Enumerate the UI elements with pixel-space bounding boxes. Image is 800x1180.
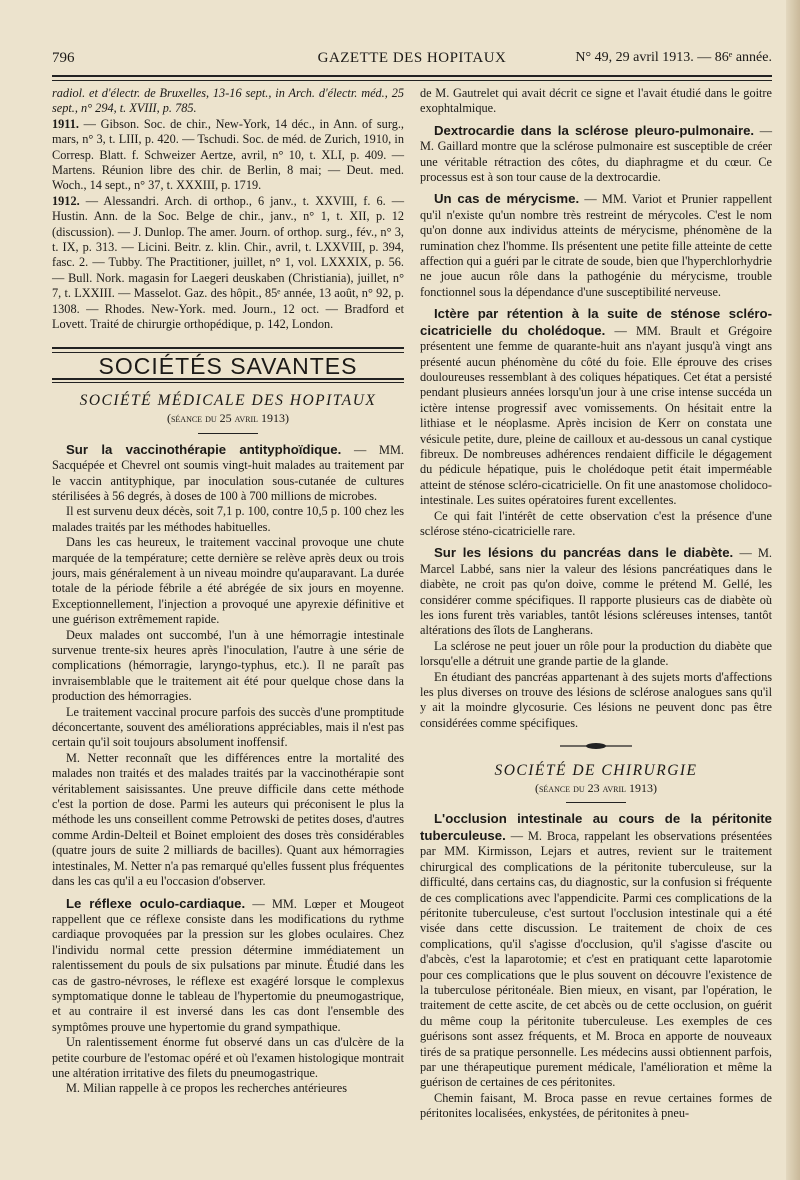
article-paragraph: Le traitement vaccinal procure parfois des succès d'une promptitude déconcertante, souvent des améliorations appréciables, mais il n'est pas certain qu'il soit toujours absolument inoffensif. [52,704,404,750]
article-paragraph: Deux malades ont succombé, l'un à une hémorragie intestinale survenue trente-six heures après l'inoculation, l'autre à une série de complications (hémorragie, laryngo-typhus, etc.). Il ne paraît pas invraisemblable que le traitement ait été pour quelque chose dans la production des hémorragies. [52,627,404,704]
article-paragraph: de M. Gautrelet qui avait décrit ce signe et l'avait étudié dans le goitre exophtalmique. [420,86,772,116]
section-rule-bottom [52,378,404,383]
article-paragraph: M. Netter reconnaît que les différences entre la mortalité des malades non traités et des malades traités par la vaccinothérapie sont véritablement saisissantes. Une preuve difficile dans cette méthode c'est la portion de dose. Parmi les auteurs qui préconisent le plus la méthode les uns conseillent comme Petrowski de petites doses, d'autres comme Ardin-Delteil et Boinet emploient des doses très considérables (quatre jours de suite 2 milliards de bacilles). Quant aux hémorragies intestinales, M. Netter n'a pas remarqué qu'elles fussent plus fréquentes dans les cas qu'il a eu l'occasion d'observer. [52,750,404,889]
ornament-divider [420,739,772,754]
article-text: — MM. Brault et Grégoire présentent une femme de quarante-huit ans n'ayant jusqu'à vingt ans présenté aucun phénomène du côté du foie. Elle éprouve des crises douloureuses ressemblant à des coliques hépatiques. Cet état a persisté pendant plusieurs années lorsqu'un jour à une crise intense succéda un ictère intense progressif avec vomissements. On hésitait entre la lithiase et le néoplasme. Après incision de Kerr on constata une vésicule petite, dure, pleine de cailloux et au-dessous un canal cystique fibreux. De nombreuses adhérences rendaient difficile le dégagement du pédicule hépatique, puis le cholédoque petit était imperméable atteint de sténose scléro-cicatricielle. On fit une anastomose cholidoco-intestinale. Les suites opératoires furent excellentes. [420,323,772,508]
references-1911-text: — Gibson. Soc. de chir., New-York, 14 déc., in Ann. of surg., mars, n° 3, t. LIII, p. 420. — Tschudi. Soc. de méd. de Zurich, 1910, in Corresp. Blatt. f. Schweizer Aertze, avril, n° 10, t. XLI, p. 409. — Martens. Réunion libre des chir. de Berlin, 8 mai; — Deut. med. Woch., 14 sept., n° 37, t. XXXIII, p. 1719. [52,116,404,193]
short-rule [198,433,258,434]
article-title: Dextrocardie dans la sclérose pleuro-pulmonaire. [434,122,755,138]
article-text: — M. Gaillard montre que la sclérose pulmonaire est susceptible de créer une véritable rétraction des côtes, du diaphragme et du cœur. Ce processus est à son tour cause de la dextrocardie. [420,123,773,185]
article-title: L'occlusion intestinale au cours de la péritonite tuberculeuse. [420,811,772,843]
page-edge [786,0,800,1180]
article-paragraph [420,811,772,1090]
article-paragraph: La sclérose ne peut jouer un rôle pour la production du diabète que lorsqu'elle a détruit une grande partie de la glande. [420,638,772,669]
article-title: Un cas de mérycisme. [434,191,580,207]
article-vaccinotherapie [52,442,404,890]
journal-title: GAZETTE DES HOPITAUX [317,50,507,66]
page-number: 796 [52,50,75,66]
article-paragraph: Un ralentissement énorme fut observé dans un cas d'ulcère de la petite courbure de l'estomac opéré et où l'examen histologique montrait une altération irritative des filets du pneumogastrique. [52,1035,404,1080]
article-text: — M. Broca, rappelant les observations présentées par MM. Kirmisson, Lejars et autres, revient sur le traitement chirurgical des complications de la péritonite tuberculeuse, sur la difficulté, dans certains cas, du diagnostic, sur la confusion si fréquente de ces complications avec l'appendicite. Parmi ces complications de la péritonite tuberculeuse, c'est surtout l'occlusion intestinale qui a été visée dans cette discussion. Le traitement de choix de ces complications, qu'il s'agisse d'occlusion, qu'il s'agisse d'ascite ou d'abcès, c'est la laparotomie; et c'est en pratiquant cette laparotomie pour ces complications que le plus souvent on découvre l'existence de la tuberculose péritonéale. Bien mieux, en visant, par l'opération, le traitement de cette ascite, de cet abcès ou de cette occlusion, on guérit du même coup la péritonite tuberculeuse. Les exemples de ces guérisons sont assez fréquents, et M. Broca en apporte de nouveaux tirés de sa pratique personnelle. Les médecins aussi obtiennent parfois, par une thérapeutique purement médicale, l'amélioration et même la guérison de certaines de ces péritonites. [420,828,772,1090]
article-text: — MM. Sacquépée et Chevrel ont soumis vingt-huit malades au traitement par le vaccin antityphique, par inoculation sous-cutanée de cultures stérilisées à 56 degrés, à doses de 100 à 700 millions de microbes. [52,442,404,503]
article-title: Ictère par rétention à la suite de sténose scléro-cicatricielle du cholédoque. [420,306,772,338]
article-paragraph: Il est survenu deux décès, soit 7,1 p. 100, contre 10,5 p. 100 chez les malades traités par les méthodes habituelles. [52,504,404,534]
header-rule [52,75,772,77]
article-pancreas [420,545,772,731]
article-paragraph [420,191,772,300]
article-text: — MM. Variot et Prunier rappellent qu'il n'existe qu'un nombre très restreint de mérycoles. C'est le nom qu'on donne aux individus atteints de mérycisme, phénomène de la rumination chez l'homme. Ils présentent une petite fille atteinte de cette affection qui a guéri par le citrate de soude, bien que l'hyperchlorhydrie ne joue aucun rôle dans la pathogénie du mérycisme, trouble fonctionnel sous la dépendance d'une susceptibilité nerveuse. [420,192,772,299]
society-title: SOCIÉTÉ MÉDICALE DES HOPITAUX [79,391,377,409]
references-1912-text: — Alessandri. Arch. di orthop., 6 janv., t. XXVIII, f. 6. — Hustin. Ann. de la Soc. Belge de chir., janv., n° 1, t. XII, p. 12 (discussion). — J. Dunlop. The amer. Journ. of orthop. surg., fév., n° 3, t. IX, p. 313. — Licini. Beitr. z. klin. Chir., avril, t. LXXVIII, p. 394, fasc. 2. — Tubby. The Practitioner, juillet, n° 1, vol. LXXXIX, p. 56. — Bull. Nork. magasin for Laegeri deuskaben (Christiania), juillet, n° 7, t. LXXIII. — Masselot. Gaz. des hôpit., 85ᵉ année, 13 août, n° 92, p. 1308. — Rhodes. New-York. med. Journ., 12 oct. — Bradford et Lovett. Traité de chirurgie orthopédique, p. 142, London. [52,193,405,332]
page-header [52,50,772,72]
left-column [52,86,404,1097]
section-title: SOCIÉTÉS SAVANTES [98,352,358,379]
article-paragraph [420,306,772,508]
year-1911: 1911. [52,116,79,131]
article-reflexe [52,896,404,1097]
issue-info: N° 49, 29 avril 1913. — 86ᵉ année. [575,50,772,65]
article-text: — M. Marcel Labbé, sans nier la valeur des lésions pancréatiques dans le diabète, ne croit pas qu'on doive, comme le prétend M. Gellé, les considérer comme spécifiques. Il rapporte plusieurs cas de diabète où les ions furent très variables, tantôt lésions scléreuses intenses, tantôt altérations des îlots de Langherans. [420,546,772,638]
article-paragraph: Ce qui fait l'intérêt de cette observation c'est la présence d'une sclérose sténo-cicatricielle rare. [420,508,772,538]
year-1912: 1912. [52,193,80,208]
section-rule-top [52,347,404,353]
article-paragraph: En étudiant des pancréas appartenant à des sujets morts d'affections les plus diverses on trouve des lésions de sclérose analogues sans qu'il y ait la moindre glycosurie. Ces lésions ne peuvent donc pas être considérées comme spécifiques. [420,669,772,730]
article-occlusion [420,811,772,1121]
article-paragraph: Chemin faisant, M. Broca passe en revue certaines formes de péritonites localisées, enkystées, de péritonites à pneu- [420,1090,772,1121]
article-text: — MM. Lœper et Mougeot rappellent que ce réflexe consiste dans les modifications du rythme cardiaque provoquées par la pression sur les globes oculaires. Chez l'individu normal cette pression détermine immédiatement un ralentissement du pouls de six pulsations par minute. Étudié dans les cas de gastro-névroses, le réflexe est exagéré lorsque le complexus symptomatique donne le tableau de l'hypertomie du pneumogastrique, et au contraire il est inversé dans les cas dont l'ensemble des symptômes prouve une hypertomie du grand sympathique. [52,896,405,1034]
article-paragraph: Dans les cas heureux, le traitement vaccinal provoque une chute marquée de la température; cette dernière se relève après deux ou trois jours, mais généralement à un niveau moindre qu'auparavant. La durée totale de la période fébrile a été abrégée de six jours en moyenne. Exceptionnellement, l'injection a provoqué une apyrexie définitive et une guérison extrêmement rapide. [52,535,404,627]
references-1911 [52,117,404,194]
short-rule [566,802,626,803]
article-paragraph [52,896,404,1036]
article-paragraph: M. Milian rappelle à ce propos les recherches antérieures [66,1081,347,1096]
ornament-icon [556,742,636,750]
article-ictere [420,306,772,539]
article-dextrocardie [420,123,772,186]
header-rule-thin [52,80,772,81]
article-paragraph [52,442,404,505]
article-paragraph [420,545,772,638]
article-merycisme [420,191,772,300]
session-date: (séance du 23 avril 1913) [534,781,658,796]
article-paragraph [420,123,772,186]
article-title: Sur les lésions du pancréas dans le diabète. [434,545,734,561]
session-date: (séance du 25 avril 1913) [166,411,290,426]
society-title: SOCIÉTÉ DE CHIRURGIE [494,761,698,779]
right-column [420,86,772,1122]
article-title: Le réflexe oculo-cardiaque. [66,895,246,911]
article-title: Sur la vaccinothérapie antityphoïdique. [66,441,342,457]
references-1910: radiol. et d'électr. de Bruxelles, 13-16 sept., in Arch. d'électr. méd., 25 sept., n° 294, t. XVIII, p. 785. [52,86,404,116]
references-1912 [52,194,404,333]
